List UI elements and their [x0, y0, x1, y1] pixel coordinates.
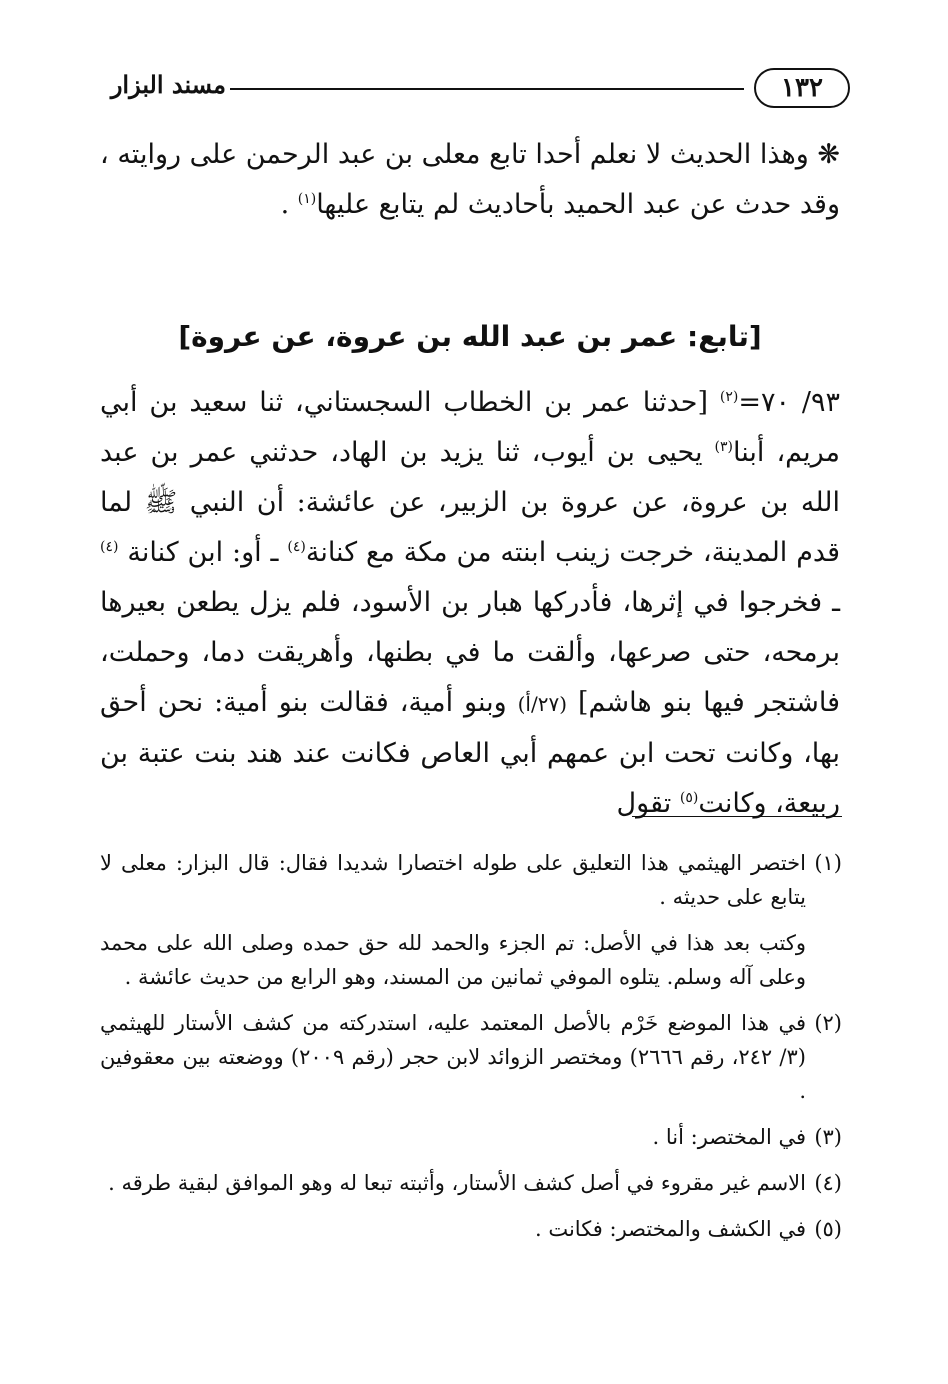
footnote-text: اختصر الهيثمي هذا التعليق على طوله اختصارا شديدا فقال: قال البزار: معلى لا يتابع على حديثه . [100, 851, 806, 909]
footnote-mark: (١) [814, 851, 842, 875]
book-title: مسند البزار [110, 70, 226, 99]
hadith-paragraph [100, 378, 840, 829]
intro-text: ❋ وهذا الحديث لا نعلم أحدا تابع معلى بن عبد الرحمن على روايته ، وقد حدث عن عبد الحميد بأحاديث لم يتابع عليها [100, 139, 840, 220]
note-ref: (٥) [679, 790, 699, 806]
hadith-number: ٩٣/ ٧٠ [760, 387, 840, 418]
footnotes [100, 846, 842, 1258]
footnote-mark: (٥) [814, 1217, 842, 1241]
hadith-text: يحيى بن أيوب، ثنا يزيد بن الهاد، حدثني عمر بن عبد الله بن عروة، عن عروة بن الزبير، عن عائشة: أن النبي ﷺ لما قدم المدينة، خرجت زينب ابنته من مكة مع كنانة [100, 437, 841, 568]
footnote-mark: (٤) [814, 1171, 842, 1195]
footnote-mark: (٢) [814, 1011, 842, 1035]
footnote-text: في هذا الموضع خَرْم بالأصل المعتمد عليه، استدركته من كشف الأستار للهيثمي (٣/ ٢٤٢، رقم ٢٦٦٦) ومختصر الزوائد لابن حجر (رقم ٢٠٠٩) ووضعته بين معقوفين . [100, 1011, 806, 1103]
footnote-text: الاسم غير مقروء في أصل كشف الأستار، وأثبته تبعا له وهو الموافق لبقية طرقه . [108, 1171, 806, 1195]
footnote [100, 846, 842, 914]
note-ref: (٢) [719, 389, 739, 405]
footnote [100, 1212, 842, 1246]
footnote [100, 1120, 842, 1154]
page-number-badge [754, 68, 850, 108]
footnote [100, 1166, 842, 1200]
hadith-eq: = [738, 387, 761, 418]
hadith-text: تقول [616, 788, 680, 819]
note-ref: (٤) [100, 539, 119, 555]
note-ref: (٣) [714, 439, 734, 455]
hadith-text: ـ أو: ابن كنانة [118, 537, 288, 568]
footnote-text: في المختصر: أنا . [652, 1125, 806, 1149]
header-rule [230, 88, 744, 90]
folio-marker: (٢٧/أ) [517, 692, 568, 716]
section-heading: [تابع: عمر بن عبد الله بن عروة، عن عروة] [178, 320, 762, 353]
intro-end: . [280, 189, 298, 220]
page-header [80, 68, 850, 112]
hadith-text: ـ فخرجوا في إثرها، فأدركها هبار بن الأسود، فلم يزل يطعن بعيرها برمحه، حتى صرعها، وألقت ما في بطنها، وأهريقت دما، وحملت، فاشتجر فيها بنو هاشم] [100, 587, 840, 718]
footnote-text: في الكشف والمختصر: فكانت . [534, 1217, 806, 1241]
hadith-text: وبنو أمية، فقالت بنو أمية: نحن أحق بها، وكانت تحت ابن عمهم أبي العاص فكانت عند هند بنت عتبة بن ربيعة، وكانت [100, 687, 840, 819]
intro-paragraph [100, 130, 840, 230]
footnote [100, 1006, 842, 1108]
note-ref: (٤) [287, 539, 306, 555]
note-ref: (١) [297, 191, 317, 207]
footnote-continuation [100, 926, 842, 994]
footnote-separator [632, 816, 842, 817]
footnote-mark: (٣) [814, 1125, 842, 1149]
hadith-text: [حدثنا عمر بن الخطاب السجستاني، ثنا سعيد بن أبي مريم، أبنا [100, 387, 841, 468]
footnote-text: وكتب بعد هذا في الأصل: تم الجزء والحمد لله حق حمده وصلى الله على محمد وعلى آله وسلم. يتلوه الموفي ثمانين من المسند، وهو الرابع من حديث عائشة . [100, 931, 806, 989]
page-number: ١٣٢ [781, 73, 823, 103]
